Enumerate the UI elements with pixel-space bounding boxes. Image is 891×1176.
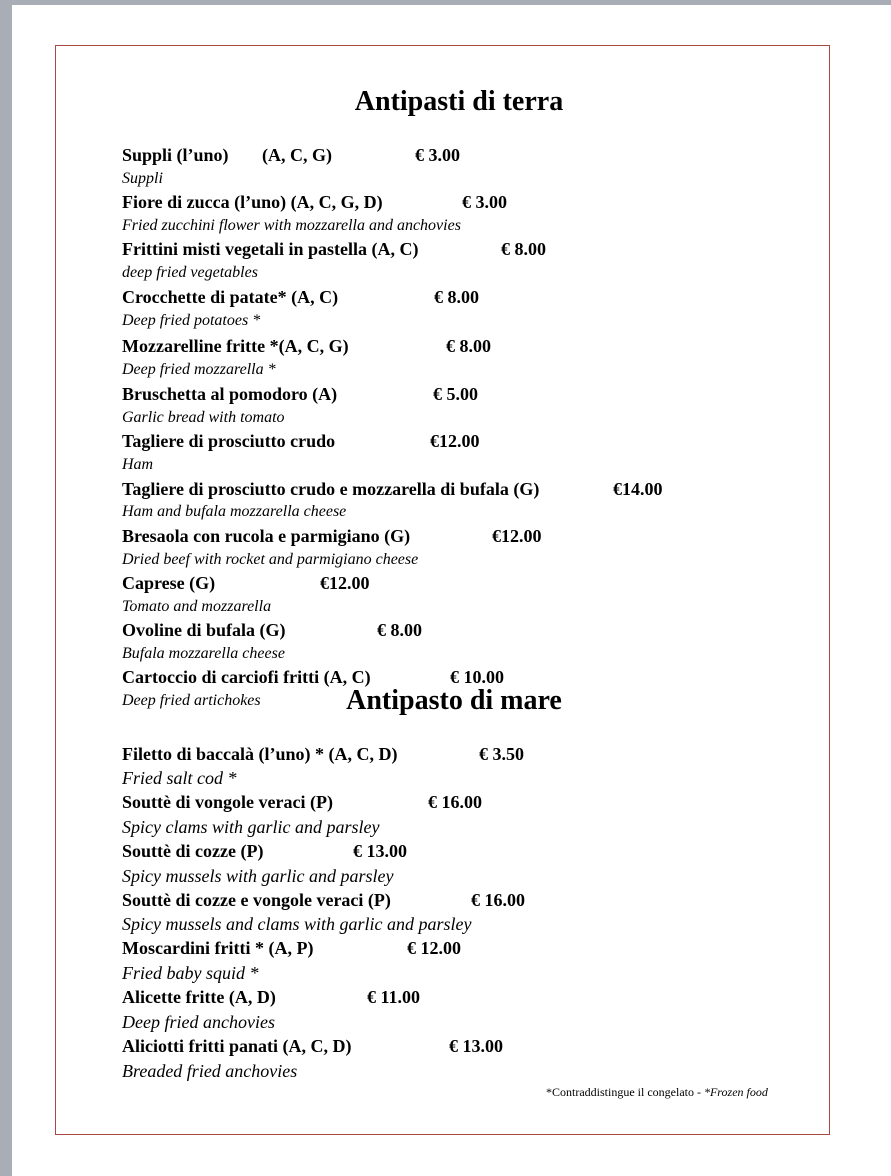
menu-item-name: Fiore di zucca (l’uno) (A, C, G, D) xyxy=(122,192,383,212)
viewer-edge-left xyxy=(0,0,12,1176)
menu-item-price: € 3.00 xyxy=(415,145,460,165)
menu-item-price: € 3.00 xyxy=(462,192,507,212)
menu-item-price: €12.00 xyxy=(430,431,480,451)
menu-item-description: Spicy mussels and clams with garlic and parsley xyxy=(122,914,472,934)
menu-item-description: Ham and bufala mozzarella cheese xyxy=(122,503,347,520)
menu-item-description: Suppli xyxy=(122,170,163,187)
menu-item-name: Aliciotti fritti panati (A, C, D) xyxy=(122,1036,352,1056)
footnote-italic: *Frozen food xyxy=(703,1085,768,1099)
menu-item-description: Fried zucchini flower with mozzarella and anchovies xyxy=(122,217,461,234)
menu-item-description: Ham xyxy=(122,456,154,473)
menu-item-name: Ovoline di bufala (G) xyxy=(122,620,286,640)
menu-item-description: Fried baby squid * xyxy=(122,963,259,983)
menu-item-name: Suppli (l’uno) xyxy=(122,145,229,165)
menu-item-name: Moscardini fritti * (A, P) xyxy=(122,938,314,958)
menu-item-description: Deep fried mozzarella * xyxy=(122,361,276,378)
menu-item-description: Deep fried anchovies xyxy=(122,1012,275,1032)
menu-item-price: € 16.00 xyxy=(471,890,525,910)
menu-item-description: Bufala mozzarella cheese xyxy=(122,645,285,662)
menu-item-name: Cartoccio di carciofi fritti (A, C) xyxy=(122,667,371,687)
menu-item-name: Souttè di cozze e vongole veraci (P) xyxy=(122,890,391,910)
menu-item-price: €12.00 xyxy=(492,526,542,546)
menu-item-price: € 8.00 xyxy=(501,239,546,259)
menu-item-price: € 8.00 xyxy=(377,620,422,640)
menu-item-name: Mozzarelline fritte *(A, C, G) xyxy=(122,336,349,356)
menu-item-price: € 8.00 xyxy=(434,287,479,307)
menu-item-description: Fried salt cod * xyxy=(122,768,237,788)
menu-item-price: € 8.00 xyxy=(446,336,491,356)
menu-item-description: Deep fried potatoes * xyxy=(122,312,261,329)
menu-item-price: € 11.00 xyxy=(367,987,421,1007)
menu-item-name: Crocchette di patate* (A, C) xyxy=(122,287,339,307)
menu-item-name: Frittini misti vegetali in pastella (A, C) xyxy=(122,239,419,259)
menu-item-price: € 10.00 xyxy=(450,667,504,687)
menu-item-name: Souttè di cozze (P) xyxy=(122,841,264,861)
menu-item-price: €12.00 xyxy=(320,573,370,593)
section-title-antipasto-mare: Antipasto di mare xyxy=(346,685,562,716)
menu-item-name: Alicette fritte (A, D) xyxy=(122,987,276,1007)
menu-item-name: Bresaola con rucola e parmigiano (G) xyxy=(122,526,411,546)
menu-item-price: € 5.00 xyxy=(433,384,478,404)
menu-item-price: € 3.50 xyxy=(479,744,524,764)
menu-item-name: Bruschetta al pomodoro (A) xyxy=(122,384,338,404)
menu-item-description: Spicy mussels with garlic and parsley xyxy=(122,866,394,886)
menu-item-description: Breaded fried anchovies xyxy=(122,1061,298,1081)
menu-item-description: Spicy clams with garlic and parsley xyxy=(122,817,380,837)
menu-item-name: Souttè di vongole veraci (P) xyxy=(122,792,333,812)
menu-item-name: Filetto di baccalà (l’uno) * (A, C, D) xyxy=(122,744,398,764)
menu-item-description: Garlic bread with tomato xyxy=(122,409,285,426)
menu-item-description: Deep fried artichokes xyxy=(122,692,261,709)
section-title-antipasti-terra: Antipasti di terra xyxy=(354,86,564,117)
menu-item-price: € 12.00 xyxy=(407,938,461,958)
frozen-food-footnote xyxy=(546,1085,768,1100)
menu-item-price: €14.00 xyxy=(613,479,663,499)
menu-item-description: Dried beef with rocket and parmigiano cheese xyxy=(122,551,419,568)
menu-item-price: € 13.00 xyxy=(449,1036,503,1056)
menu-item-price: € 16.00 xyxy=(428,792,482,812)
menu-item-name: Tagliere di prosciutto crudo e mozzarella di bufala (G) xyxy=(122,479,540,499)
menu-item-description: Tomato and mozzarella xyxy=(122,598,272,615)
footnote-text: *Contraddistingue il congelato - xyxy=(546,1085,704,1099)
menu-item-name: Caprese (G) xyxy=(122,573,216,593)
menu-item-allergens: (A, C, G) xyxy=(262,145,332,165)
menu-item-price: € 13.00 xyxy=(353,841,407,861)
menu-item-name: Tagliere di prosciutto crudo xyxy=(122,431,336,451)
menu-item-description: deep fried vegetables xyxy=(122,264,258,281)
